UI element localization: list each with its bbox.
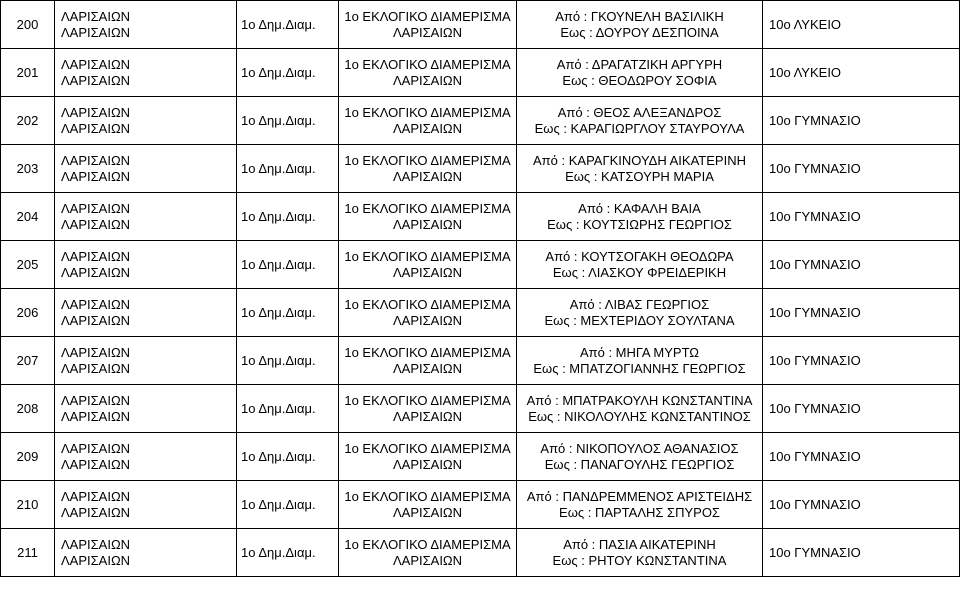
table-row: [1, 481, 960, 529]
unit-text: 1ο Δημ.Διαμ.: [241, 256, 316, 272]
school-text: 10ο ΓΥΜΝΑΣΙΟ: [769, 352, 861, 368]
table-body: [1, 1, 960, 577]
municipality-cell: [55, 481, 237, 529]
unit-cell: [237, 433, 339, 481]
range-from: Από : ΠΑΣΙΑ ΑΙΚΑΤΕΡΙΝΗ: [563, 536, 716, 552]
voter-range-cell: [517, 49, 763, 97]
unit-text: 1ο Δημ.Διαμ.: [241, 208, 316, 224]
district-line-1: 1ο ΕΚΛΟΓΙΚΟ ΔΙΑΜΕΡΙΣΜΑ: [344, 104, 511, 120]
unit-cell: [237, 385, 339, 433]
school-cell: [763, 289, 960, 337]
municipality-cell: [55, 433, 237, 481]
voter-range-cell: [517, 1, 763, 49]
district-line-1: 1ο ΕΚΛΟΓΙΚΟ ΔΙΑΜΕΡΙΣΜΑ: [344, 56, 511, 72]
table-row: [1, 529, 960, 577]
station-number-text: 205: [16, 256, 39, 272]
school-cell: [763, 145, 960, 193]
school-cell: [763, 241, 960, 289]
voter-range-cell: [517, 241, 763, 289]
school-cell: [763, 337, 960, 385]
station-number: [1, 433, 55, 481]
municipality-cell: [55, 193, 237, 241]
table-row: [1, 433, 960, 481]
municipality-line-2: ΛΑΡΙΣΑΙΩΝ: [61, 120, 131, 136]
school-cell: [763, 1, 960, 49]
range-from: Από : ΠΑΝΔΡΕΜΜΕΝΟΣ ΑΡΙΣΤΕΙΔΗΣ: [526, 488, 753, 504]
table-row: [1, 289, 960, 337]
table-row: [1, 241, 960, 289]
district-line-1: 1ο ΕΚΛΟΓΙΚΟ ΔΙΑΜΕΡΙΣΜΑ: [344, 392, 511, 408]
municipality-line-2: ΛΑΡΙΣΑΙΩΝ: [61, 504, 131, 520]
range-to: Εως : ΛΙΑΣΚΟΥ ΦΡΕΙΔΕΡΙΚΗ: [552, 264, 727, 280]
range-from: Από : ΜΗΓΑ ΜΥΡΤΩ: [579, 344, 700, 360]
municipality-line-1: ΛΑΡΙΣΑΙΩΝ: [61, 200, 131, 216]
table-row: [1, 145, 960, 193]
district-line-1: 1ο ΕΚΛΟΓΙΚΟ ΔΙΑΜΕΡΙΣΜΑ: [344, 536, 511, 552]
municipality-line-1: ΛΑΡΙΣΑΙΩΝ: [61, 296, 131, 312]
voter-range-cell: [517, 289, 763, 337]
municipality-line-1: ΛΑΡΙΣΑΙΩΝ: [61, 344, 131, 360]
district-cell: [339, 1, 517, 49]
district-cell: [339, 385, 517, 433]
unit-cell: [237, 481, 339, 529]
range-from: Από : ΛΙΒΑΣ ΓΕΩΡΓΙΟΣ: [569, 296, 710, 312]
municipality-line-1: ΛΑΡΙΣΑΙΩΝ: [61, 56, 131, 72]
school-text: 10ο ΓΥΜΝΑΣΙΟ: [769, 400, 861, 416]
school-text: 10ο ΓΥΜΝΑΣΙΟ: [769, 256, 861, 272]
range-to: Εως : ΚΟΥΤΣΙΩΡΗΣ ΓΕΩΡΓΙΟΣ: [547, 216, 732, 232]
district-line-2: ΛΑΡΙΣΑΙΩΝ: [392, 504, 463, 520]
district-line-1: 1ο ΕΚΛΟΓΙΚΟ ΔΙΑΜΕΡΙΣΜΑ: [344, 8, 511, 24]
unit-text: 1ο Δημ.Διαμ.: [241, 112, 316, 128]
range-to: Εως : ΜΕΧΤΕΡΙΔΟΥ ΣΟΥΛΤΑΝΑ: [544, 312, 735, 328]
municipality-cell: [55, 97, 237, 145]
range-to: Εως : ΔΟΥΡΟΥ ΔΕΣΠΟΙΝΑ: [560, 24, 719, 40]
district-line-1: 1ο ΕΚΛΟΓΙΚΟ ΔΙΑΜΕΡΙΣΜΑ: [344, 488, 511, 504]
station-number-text: 200: [16, 16, 39, 32]
table-row: [1, 49, 960, 97]
district-line-2: ΛΑΡΙΣΑΙΩΝ: [392, 24, 463, 40]
station-number-text: 211: [17, 544, 38, 560]
school-text: 10ο ΛΥΚΕΙΟ: [769, 64, 842, 80]
district-line-1: 1ο ΕΚΛΟΓΙΚΟ ΔΙΑΜΕΡΙΣΜΑ: [344, 344, 511, 360]
school-cell: [763, 529, 960, 577]
district-line-2: ΛΑΡΙΣΑΙΩΝ: [392, 216, 463, 232]
range-from: Από : ΚΟΥΤΣΟΓΑΚΗ ΘΕΟΔΩΡΑ: [545, 248, 734, 264]
municipality-cell: [55, 337, 237, 385]
table-row: [1, 193, 960, 241]
municipality-line-2: ΛΑΡΙΣΑΙΩΝ: [61, 216, 131, 232]
unit-text: 1ο Δημ.Διαμ.: [241, 16, 316, 32]
district-line-2: ΛΑΡΙΣΑΙΩΝ: [392, 408, 463, 424]
school-cell: [763, 385, 960, 433]
school-text: 10ο ΓΥΜΝΑΣΙΟ: [769, 544, 861, 560]
municipality-line-1: ΛΑΡΙΣΑΙΩΝ: [61, 104, 131, 120]
school-cell: [763, 433, 960, 481]
station-number-text: 201: [16, 64, 39, 80]
district-cell: [339, 433, 517, 481]
range-from: Από : ΝΙΚΟΠΟΥΛΟΣ ΑΘΑΝΑΣΙΟΣ: [540, 440, 739, 456]
voter-range-cell: [517, 337, 763, 385]
unit-cell: [237, 97, 339, 145]
municipality-cell: [55, 529, 237, 577]
municipality-line-1: ΛΑΡΙΣΑΙΩΝ: [61, 248, 131, 264]
voter-range-cell: [517, 385, 763, 433]
school-text: 10ο ΓΥΜΝΑΣΙΟ: [769, 496, 861, 512]
municipality-line-1: ΛΑΡΙΣΑΙΩΝ: [61, 440, 131, 456]
municipality-line-2: ΛΑΡΙΣΑΙΩΝ: [61, 456, 131, 472]
range-to: Εως : ΚΑΡΑΓΙΩΡΓΛΟΥ ΣΤΑΥΡΟΥΛΑ: [534, 120, 745, 136]
school-text: 10ο ΛΥΚΕΙΟ: [769, 16, 842, 32]
range-from: Από : ΘΕΟΣ ΑΛΕΞΑΝΔΡΟΣ: [557, 104, 722, 120]
district-line-1: 1ο ΕΚΛΟΓΙΚΟ ΔΙΑΜΕΡΙΣΜΑ: [344, 440, 511, 456]
range-from: Από : ΓΚΟΥΝΕΛΗ ΒΑΣΙΛΙΚΗ: [555, 8, 724, 24]
unit-text: 1ο Δημ.Διαμ.: [241, 544, 316, 560]
unit-cell: [237, 49, 339, 97]
range-to: Εως : ΝΙΚΟΛΟΥΛΗΣ ΚΩΝΣΤΑΝΤΙΝΟΣ: [528, 408, 751, 424]
station-number: [1, 241, 55, 289]
municipality-cell: [55, 241, 237, 289]
unit-cell: [237, 145, 339, 193]
municipality-line-1: ΛΑΡΙΣΑΙΩΝ: [61, 8, 131, 24]
municipality-cell: [55, 1, 237, 49]
district-line-2: ΛΑΡΙΣΑΙΩΝ: [392, 312, 463, 328]
station-number: [1, 337, 55, 385]
station-number-text: 210: [16, 496, 39, 512]
district-line-1: 1ο ΕΚΛΟΓΙΚΟ ΔΙΑΜΕΡΙΣΜΑ: [344, 200, 511, 216]
unit-cell: [237, 1, 339, 49]
range-to: Εως : ΘΕΟΔΩΡΟΥ ΣΟΦΙΑ: [562, 72, 717, 88]
station-number-text: 209: [16, 448, 39, 464]
voter-range-cell: [517, 481, 763, 529]
station-number: [1, 289, 55, 337]
range-to: Εως : ΡΗΤΟΥ ΚΩΝΣΤΑΝΤΙΝΑ: [552, 552, 727, 568]
station-number-text: 208: [16, 400, 39, 416]
range-from: Από : ΔΡΑΓΑΤΖΙΚΗ ΑΡΓΥΡΗ: [556, 56, 723, 72]
district-cell: [339, 97, 517, 145]
district-cell: [339, 241, 517, 289]
station-number: [1, 49, 55, 97]
unit-text: 1ο Δημ.Διαμ.: [241, 448, 316, 464]
unit-text: 1ο Δημ.Διαμ.: [241, 160, 316, 176]
district-cell: [339, 337, 517, 385]
range-from: Από : ΜΠΑΤΡΑΚΟΥΛΗ ΚΩΝΣΤΑΝΤΙΝΑ: [526, 392, 753, 408]
municipality-line-2: ΛΑΡΙΣΑΙΩΝ: [61, 264, 131, 280]
district-cell: [339, 289, 517, 337]
district-cell: [339, 529, 517, 577]
voter-range-cell: [517, 97, 763, 145]
municipality-line-2: ΛΑΡΙΣΑΙΩΝ: [61, 24, 131, 40]
unit-cell: [237, 241, 339, 289]
unit-text: 1ο Δημ.Διαμ.: [241, 496, 316, 512]
range-to: Εως : ΜΠΑΤΖΟΓΙΑΝΝΗΣ ΓΕΩΡΓΙΟΣ: [533, 360, 746, 376]
municipality-line-2: ΛΑΡΙΣΑΙΩΝ: [61, 72, 131, 88]
voter-range-cell: [517, 145, 763, 193]
municipality-line-2: ΛΑΡΙΣΑΙΩΝ: [61, 360, 131, 376]
unit-text: 1ο Δημ.Διαμ.: [241, 64, 316, 80]
school-cell: [763, 97, 960, 145]
table-row: [1, 97, 960, 145]
voter-range-cell: [517, 193, 763, 241]
school-text: 10ο ΓΥΜΝΑΣΙΟ: [769, 208, 861, 224]
range-to: Εως : ΠΑΡΤΑΛΗΣ ΣΠΥΡΟΣ: [559, 504, 720, 520]
table-row: [1, 385, 960, 433]
district-cell: [339, 145, 517, 193]
unit-text: 1ο Δημ.Διαμ.: [241, 304, 316, 320]
table-row: [1, 1, 960, 49]
station-number-text: 204: [16, 208, 39, 224]
station-number: [1, 145, 55, 193]
district-line-2: ΛΑΡΙΣΑΙΩΝ: [392, 264, 463, 280]
unit-cell: [237, 529, 339, 577]
municipality-line-1: ΛΑΡΙΣΑΙΩΝ: [61, 392, 131, 408]
station-number: [1, 529, 55, 577]
district-line-1: 1ο ΕΚΛΟΓΙΚΟ ΔΙΑΜΕΡΙΣΜΑ: [344, 296, 511, 312]
unit-cell: [237, 193, 339, 241]
municipality-line-2: ΛΑΡΙΣΑΙΩΝ: [61, 312, 131, 328]
station-number-text: 207: [16, 352, 39, 368]
municipality-line-1: ΛΑΡΙΣΑΙΩΝ: [61, 536, 131, 552]
municipality-cell: [55, 289, 237, 337]
table-row: [1, 337, 960, 385]
station-number-text: 203: [16, 160, 39, 176]
district-line-2: ΛΑΡΙΣΑΙΩΝ: [392, 120, 463, 136]
district-line-2: ΛΑΡΙΣΑΙΩΝ: [392, 456, 463, 472]
district-line-1: 1ο ΕΚΛΟΓΙΚΟ ΔΙΑΜΕΡΙΣΜΑ: [344, 152, 511, 168]
station-number-text: 202: [16, 112, 39, 128]
municipality-line-2: ΛΑΡΙΣΑΙΩΝ: [61, 552, 131, 568]
unit-cell: [237, 289, 339, 337]
municipality-line-1: ΛΑΡΙΣΑΙΩΝ: [61, 488, 131, 504]
school-text: 10ο ΓΥΜΝΑΣΙΟ: [769, 304, 861, 320]
district-line-2: ΛΑΡΙΣΑΙΩΝ: [392, 360, 463, 376]
voter-range-cell: [517, 529, 763, 577]
unit-text: 1ο Δημ.Διαμ.: [241, 352, 316, 368]
station-number-text: 206: [16, 304, 39, 320]
station-number: [1, 193, 55, 241]
range-to: Εως : ΚΑΤΣΟΥΡΗ ΜΑΡΙΑ: [565, 168, 714, 184]
school-text: 10ο ΓΥΜΝΑΣΙΟ: [769, 448, 861, 464]
station-number: [1, 1, 55, 49]
school-cell: [763, 481, 960, 529]
district-line-2: ΛΑΡΙΣΑΙΩΝ: [392, 552, 463, 568]
municipality-cell: [55, 145, 237, 193]
range-from: Από : ΚΑΦΑΛΗ ΒΑΙΑ: [578, 200, 701, 216]
station-number: [1, 385, 55, 433]
school-text: 10ο ΓΥΜΝΑΣΙΟ: [769, 160, 861, 176]
school-cell: [763, 49, 960, 97]
unit-cell: [237, 337, 339, 385]
municipality-line-2: ΛΑΡΙΣΑΙΩΝ: [61, 408, 131, 424]
district-line-1: 1ο ΕΚΛΟΓΙΚΟ ΔΙΑΜΕΡΙΣΜΑ: [344, 248, 511, 264]
municipality-line-2: ΛΑΡΙΣΑΙΩΝ: [61, 168, 131, 184]
station-number: [1, 481, 55, 529]
district-line-2: ΛΑΡΙΣΑΙΩΝ: [392, 72, 463, 88]
district-cell: [339, 193, 517, 241]
range-to: Εως : ΠΑΝΑΓΟΥΛΗΣ ΓΕΩΡΓΙΟΣ: [544, 456, 735, 472]
voter-range-cell: [517, 433, 763, 481]
school-cell: [763, 193, 960, 241]
municipality-cell: [55, 385, 237, 433]
municipality-cell: [55, 49, 237, 97]
district-cell: [339, 481, 517, 529]
range-from: Από : ΚΑΡΑΓΚΙΝΟΥΔΗ ΑΙΚΑΤΕΡΙΝΗ: [533, 152, 746, 168]
municipality-line-1: ΛΑΡΙΣΑΙΩΝ: [61, 152, 131, 168]
district-line-2: ΛΑΡΙΣΑΙΩΝ: [392, 168, 463, 184]
school-text: 10ο ΓΥΜΝΑΣΙΟ: [769, 112, 861, 128]
station-number: [1, 97, 55, 145]
unit-text: 1ο Δημ.Διαμ.: [241, 400, 316, 416]
district-cell: [339, 49, 517, 97]
